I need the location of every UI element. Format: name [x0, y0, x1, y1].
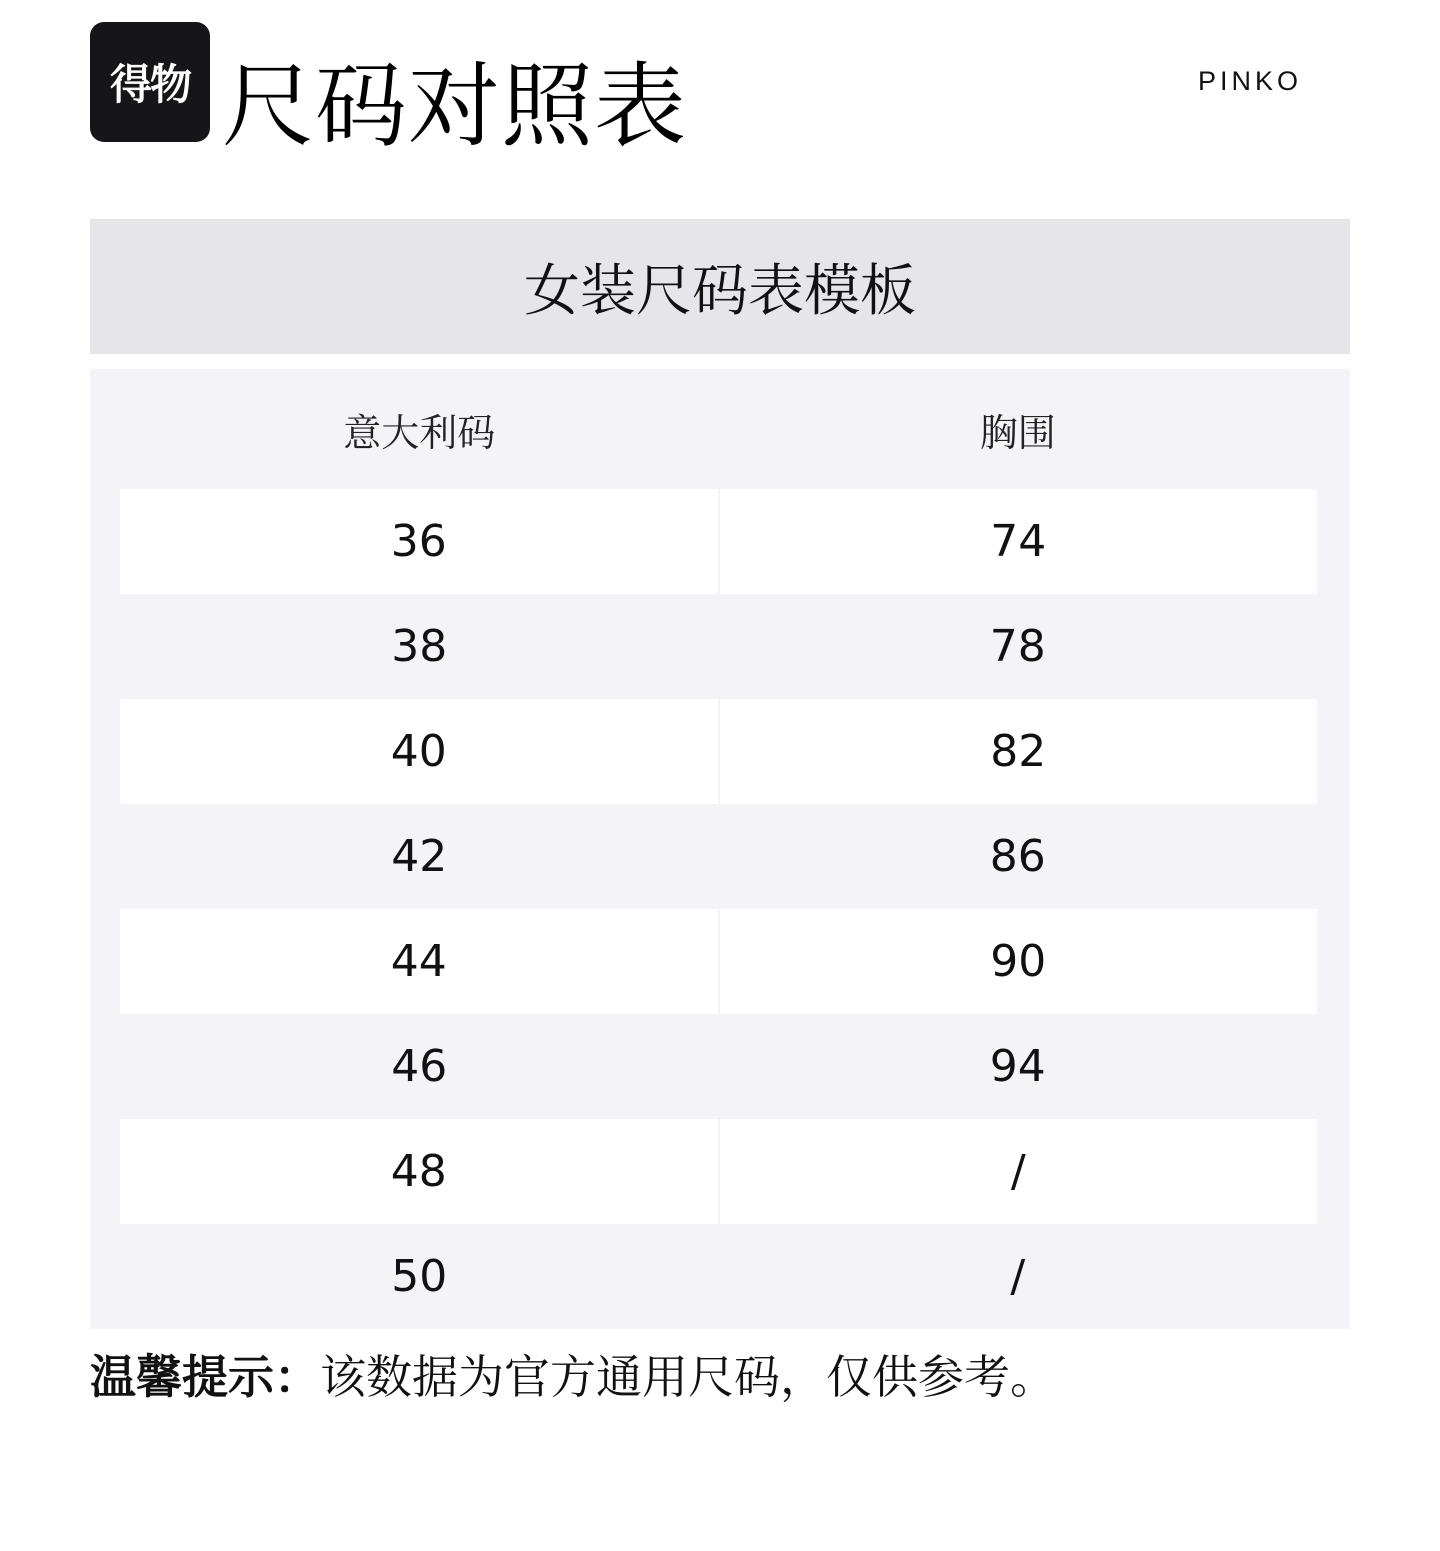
bust-cell: 86 [989, 831, 1046, 882]
footer-tip [90, 1344, 1056, 1410]
table-row [120, 804, 1317, 909]
bust-cell: 90 [720, 909, 1318, 1014]
brand-name: PINKO [1197, 66, 1303, 96]
bust-cell: 78 [989, 621, 1046, 672]
page-title: 尺码对照表 [222, 53, 688, 160]
bust-cell: 82 [720, 699, 1318, 804]
table-header-row [120, 369, 1317, 489]
table-row [120, 1224, 1317, 1329]
dewu-logo [90, 22, 210, 142]
bust-cell: / [1010, 1251, 1026, 1302]
tip-text: 该数据为官方通用尺码，仅供参考。 [320, 1350, 1056, 1404]
italy-size-cell: 36 [120, 489, 718, 594]
italy-size-cell: 48 [120, 1119, 718, 1224]
table-row [120, 1014, 1317, 1119]
table-row [120, 1119, 1317, 1224]
italy-size-cell: 40 [120, 699, 718, 804]
italy-size-cell: 44 [120, 909, 718, 1014]
bust-cell: 94 [989, 1041, 1046, 1092]
size-table [90, 369, 1350, 1329]
italy-size-cell: 50 [391, 1251, 448, 1302]
table-title: 女装尺码表模板 [90, 219, 1350, 354]
italy-size-cell: 38 [391, 621, 448, 672]
italy-size-cell: 46 [391, 1041, 448, 1092]
bust-cell: 74 [720, 489, 1318, 594]
italy-size-cell: 42 [391, 831, 448, 882]
table-row [120, 594, 1317, 699]
table-row [120, 489, 1317, 594]
tip-label: 温馨提示： [90, 1350, 320, 1404]
table-body [120, 489, 1317, 1329]
bust-cell: / [720, 1119, 1318, 1224]
table-row [120, 909, 1317, 1014]
logo-text: 得物 [109, 60, 190, 109]
table-row [120, 699, 1317, 804]
column-header-italy-size: 意大利码 [343, 410, 496, 455]
column-header-bust: 胸围 [979, 410, 1056, 455]
